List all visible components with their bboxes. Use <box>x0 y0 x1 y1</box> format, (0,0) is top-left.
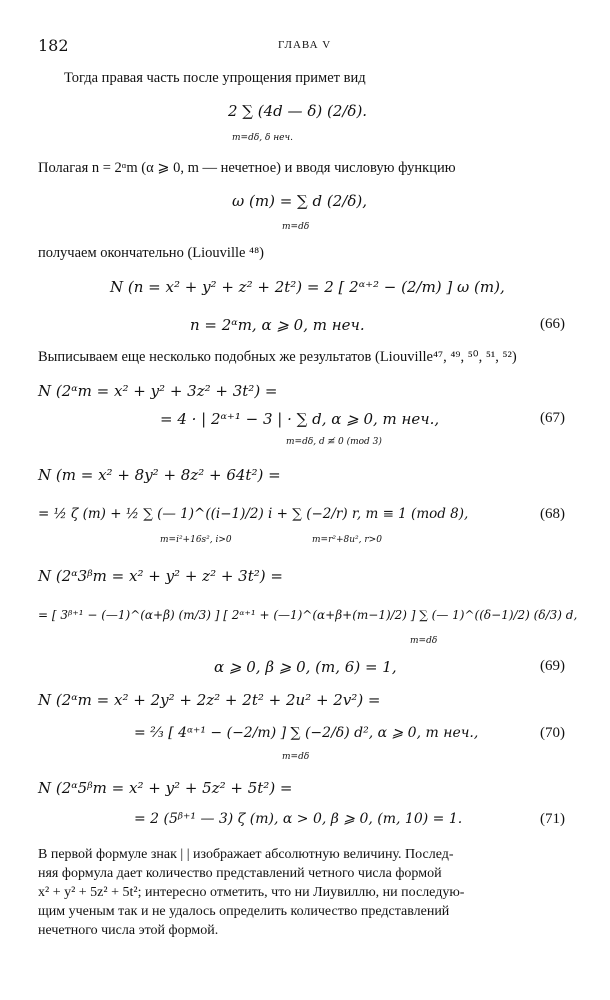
formula-68-subscript-2: m=r²+8u², r>0 <box>312 535 382 545</box>
line-2: Полагая n = 2ᵅm (α ⩾ 0, m — нечетное) и вводя числовую функцию <box>38 160 456 176</box>
formula-omega-subscript: m=dδ <box>282 222 310 232</box>
formula-69-line3: α ⩾ 0, β ⩾ 0, (m, 6) = 1, <box>214 658 397 676</box>
equation-number-69: (69) <box>540 658 565 674</box>
closing-paragraph-line: x² + y² + 5z² + 5t²; интересно отметить, что ни Лиувиллю, ни последую- <box>38 885 465 900</box>
closing-paragraph-line: В первой формуле знак | | изображает абсолютную величину. Послед- <box>38 847 454 862</box>
formula-67-line1: N (2ᵅm = x² + y² + 3z² + 3t²) = <box>38 382 278 400</box>
formula-69-line2: = [ 3ᵝ⁺¹ − (—1)^(α+β) (m/3) ] [ 2ᵅ⁺¹ + (—1)^(α+β+(m−1)/2) ] ∑ (— 1)^((δ−1)/2) (δ/3) d, <box>38 608 578 622</box>
formula-71-line2: = 2 (5ᵝ⁺¹ — 3) ζ (m), α > 0, β ⩾ 0, (m, 10) = 1. <box>134 811 463 827</box>
closing-paragraph-line: нечетного числа этой формой. <box>38 923 219 938</box>
closing-paragraph <box>38 845 574 940</box>
formula-69-line1: N (2ᵅ3ᵝm = x² + y² + z² + 3t²) = <box>38 567 283 585</box>
intro-line: Тогда правая часть после упрощения примет вид <box>64 70 366 86</box>
formula-sum-1-subscript: m=dδ, δ неч. <box>232 133 293 143</box>
formula-67-subscript: m=dδ, d ≢ 0 (mod 3) <box>286 437 382 447</box>
formula-71-line1: N (2ᵅ5ᵝm = x² + y² + 5z² + 5t²) = <box>38 779 293 797</box>
formula-68-subscript-1: m=i²+16s², i>0 <box>160 535 232 545</box>
formula-66-line2: n = 2ᵅm, α ⩾ 0, m неч. <box>190 316 365 334</box>
chapter-header: ГЛАВА V <box>278 39 332 51</box>
formula-69-subscript: m=dδ <box>410 636 438 646</box>
equation-number-67: (67) <box>540 410 565 426</box>
page-number: 182 <box>38 36 69 55</box>
equation-number-68: (68) <box>540 506 565 522</box>
line-4: Выписываем еще несколько подобных же результатов (Liouville⁴⁷, ⁴⁹, ⁵⁰, ⁵¹, ⁵²) <box>38 349 517 365</box>
formula-68-line2: = ½ ζ (m) + ½ ∑ (— 1)^((i−1)/2) i + ∑ (−2/r) r, m ≡ 1 (mod 8), <box>38 506 469 522</box>
formula-67-line2: = 4 · | 2ᵅ⁺¹ − 3 | · ∑ d, α ⩾ 0, m неч., <box>160 410 440 428</box>
formula-omega: ω (m) = ∑ d (2/δ), <box>232 192 367 210</box>
equation-number-66: (66) <box>540 316 565 332</box>
equation-number-70: (70) <box>540 725 565 741</box>
line-3: получаем окончательно (Liouville ⁴⁸) <box>38 245 264 261</box>
formula-sum-1: 2 ∑ (4d — δ) (2/δ). <box>228 102 368 120</box>
formula-70-subscript: m=dδ <box>282 752 310 762</box>
closing-paragraph-line: няя формула дает количество представлений четного числа формой <box>38 866 442 881</box>
formula-68-line1: N (m = x² + 8y² + 8z² + 64t²) = <box>38 466 281 484</box>
closing-paragraph-line: щим ученым так и не удалось определить количество представлений <box>38 904 450 919</box>
formula-66-line1: N (n = x² + y² + z² + 2t²) = 2 [ 2ᵅ⁺² − (2/m) ] ω (m), <box>110 278 505 296</box>
equation-number-71: (71) <box>540 811 565 827</box>
formula-70-line2: = ⅔ [ 4ᵅ⁺¹ − (−2/m) ] ∑ (−2/δ) d², α ⩾ 0, m неч., <box>134 725 479 741</box>
formula-70-line1: N (2ᵅm = x² + 2y² + 2z² + 2t² + 2u² + 2v²) = <box>38 691 381 709</box>
